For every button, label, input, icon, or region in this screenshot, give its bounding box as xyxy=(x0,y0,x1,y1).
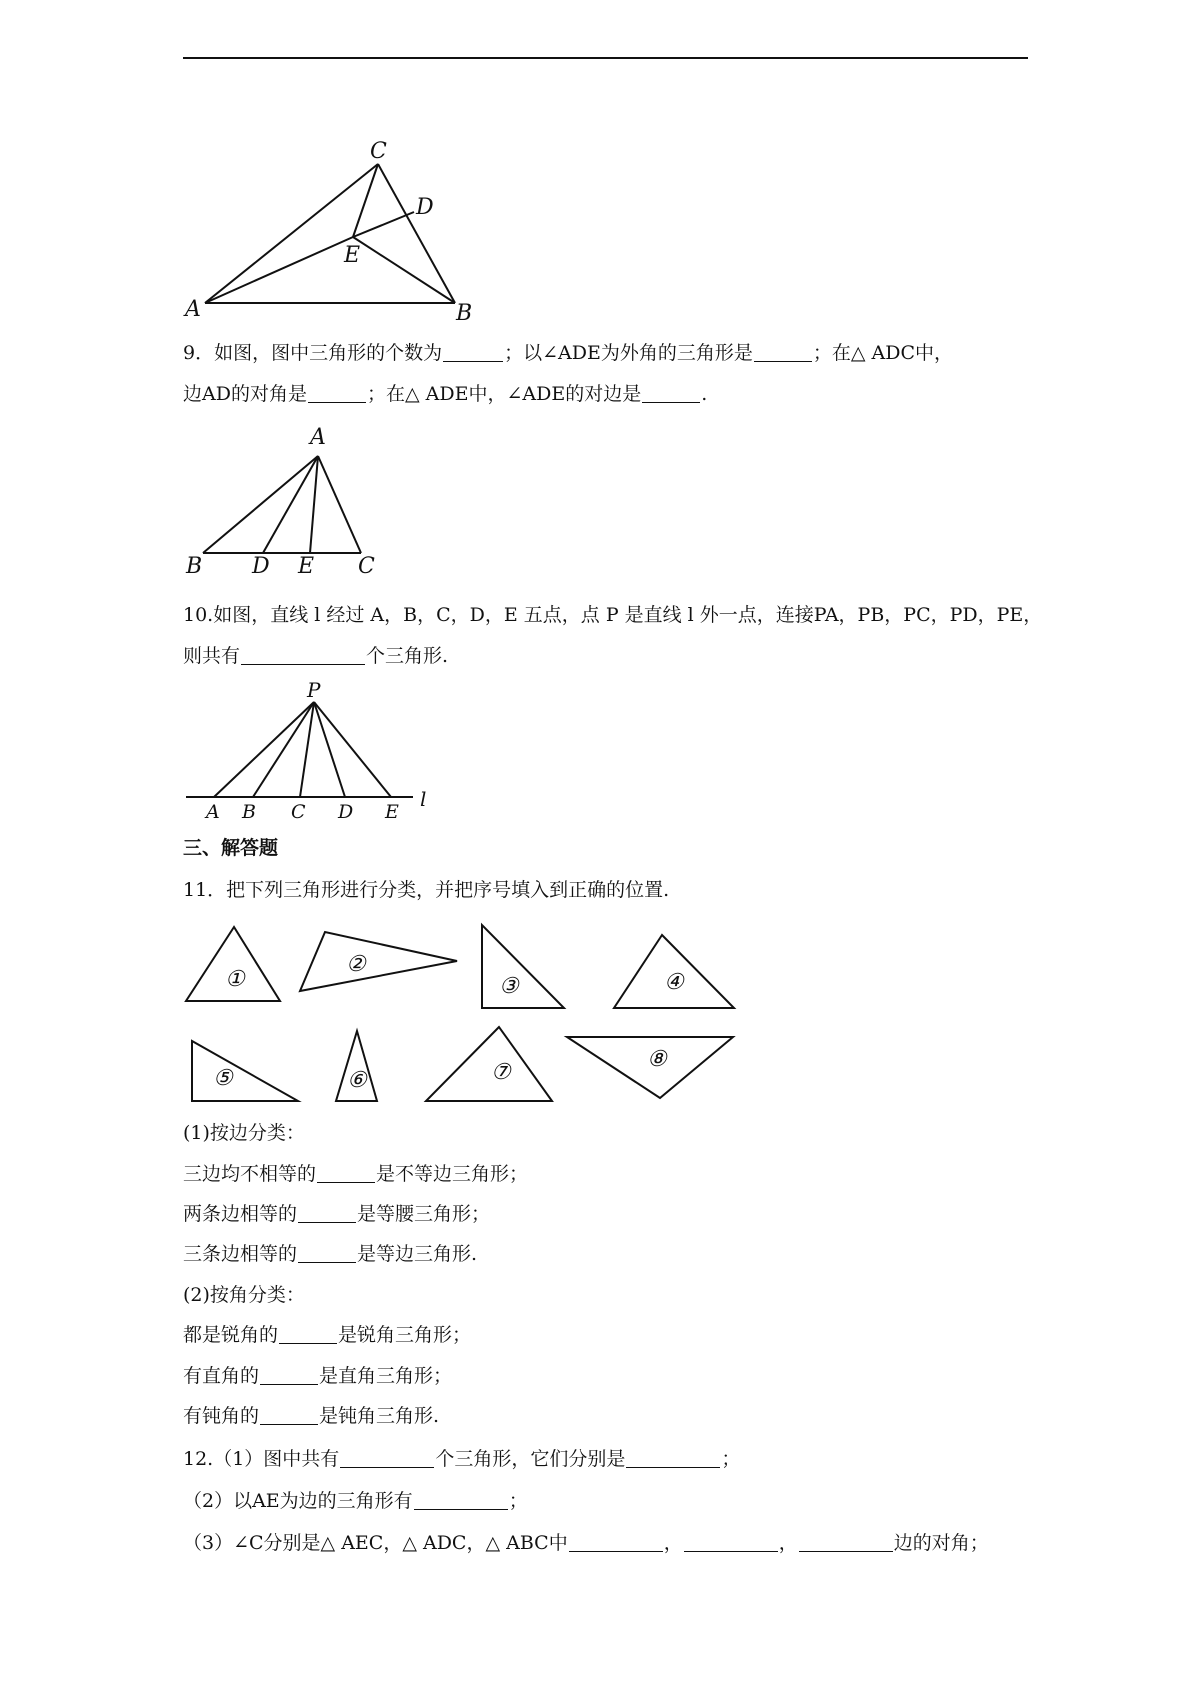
q12-blank-abc[interactable] xyxy=(799,1533,893,1552)
q10-line-2 xyxy=(183,643,448,669)
figure-point-p-line-l xyxy=(180,680,440,830)
q9-blank-2[interactable] xyxy=(754,343,812,362)
q9-line-1 xyxy=(183,340,953,366)
q12-text-3b: ， xyxy=(663,1532,683,1554)
q11-b1-text: 都是锐角的 xyxy=(183,1324,279,1346)
q10-text-1: 10.如图，直线 l 经过 A，B，C，D，E 五点，点 P 是直线 l 外一点，连接PA，PB，PC，PD，PE， xyxy=(183,604,1043,626)
q11-b1b-text: 是锐角三角形； xyxy=(338,1324,472,1346)
q11-b3-text: 有钝角的 xyxy=(183,1405,260,1427)
q11-blank-isosceles[interactable] xyxy=(298,1204,356,1223)
fig2-label-a: A xyxy=(310,425,326,450)
q11-part-1-title: (1)按边分类： xyxy=(183,1122,305,1144)
q11-part-2-line-2 xyxy=(183,1363,452,1389)
q12-blank-adc[interactable] xyxy=(684,1533,778,1552)
triangle-label-6: ⑥ xyxy=(347,1068,367,1093)
q11-b2-text: 有直角的 xyxy=(183,1365,260,1387)
q11-blank-obtuse[interactable] xyxy=(260,1406,318,1425)
q12-text-3c: ， xyxy=(778,1532,798,1554)
figure-triangle-abc-de xyxy=(180,140,500,325)
q9-blank-4[interactable] xyxy=(642,384,700,403)
q11-part-2-line-3 xyxy=(183,1403,439,1429)
q11-part-2-line-1 xyxy=(183,1322,471,1348)
q11-stem: 11．把下列三角形进行分类，并把序号填入到正确的位置. xyxy=(183,879,670,901)
triangle-label-8: ⑧ xyxy=(647,1047,667,1072)
q10-line-1 xyxy=(183,602,1042,628)
q11-a1-text: 三边均不相等的 xyxy=(183,1163,317,1185)
q11-b3b-text: 是钝角三角形. xyxy=(319,1405,440,1427)
q9-text-1b: ；以∠ADE为外角的三角形是 xyxy=(504,342,753,364)
fig3-label-d: D xyxy=(338,801,354,823)
q9-line-2 xyxy=(183,381,707,407)
fig3-label-e: E xyxy=(385,801,399,823)
fig2-label-c: C xyxy=(358,554,375,579)
q12-text-1a: 12.（1）图中共有 xyxy=(183,1448,340,1470)
fig3-label-a: A xyxy=(206,801,220,823)
q11-part-1-line-2 xyxy=(183,1201,490,1227)
q9-text-2a: 边AD的对角是 xyxy=(183,383,307,405)
q11-part-1-line-1 xyxy=(183,1161,528,1187)
q11-b2b-text: 是直角三角形； xyxy=(319,1365,453,1387)
fig2-label-d: D xyxy=(252,554,270,579)
q11-blank-scalene[interactable] xyxy=(317,1164,375,1183)
fig1-label-c: C xyxy=(370,140,387,164)
triangle-label-7: ⑦ xyxy=(491,1060,511,1085)
figure-eight-triangles xyxy=(180,915,760,1105)
fig1-label-a: A xyxy=(185,297,201,322)
triangle-label-5: ⑤ xyxy=(213,1066,233,1091)
q9-text-1c: ；在△ ADC中， xyxy=(812,342,953,364)
q12-text-3d: 边的对角； xyxy=(893,1532,989,1554)
triangle-label-1: ① xyxy=(225,967,245,992)
header-rule xyxy=(183,57,1028,59)
q10-text-2a: 则共有 xyxy=(183,645,241,667)
fig1-label-b: B xyxy=(456,301,473,325)
fig2-label-e: E xyxy=(298,554,315,579)
q9-blank-1[interactable] xyxy=(443,343,503,362)
q11-part-2-title: (2)按角分类： xyxy=(183,1284,305,1306)
q11-a2-text: 两条边相等的 xyxy=(183,1203,298,1225)
q12-text-1c: ； xyxy=(721,1448,741,1470)
fig3-label-c: C xyxy=(291,801,306,823)
q12-line-1 xyxy=(183,1446,740,1472)
fig1-label-d: D xyxy=(416,195,434,220)
q9-text-1a: 9．如图，图中三角形的个数为 xyxy=(183,342,443,364)
q12-line-2 xyxy=(183,1488,528,1514)
q9-text-2c: . xyxy=(701,383,708,405)
q11-a3b-text: 是等边三角形. xyxy=(357,1243,478,1265)
q12-blank-aec[interactable] xyxy=(569,1533,663,1552)
q9-text-2b: ；在△ ADE中，∠ADE的对边是 xyxy=(366,383,642,405)
fig2-label-b: B xyxy=(186,554,203,579)
q12-blank-count[interactable] xyxy=(340,1449,434,1468)
q11-blank-acute[interactable] xyxy=(279,1325,337,1344)
q10-text-2b: 个三角形. xyxy=(366,645,449,667)
fig3-label-l: l xyxy=(420,787,427,811)
triangle-label-4: ④ xyxy=(664,970,684,995)
q12-text-2b: ； xyxy=(508,1490,528,1512)
section-3-title: 三、解答题 xyxy=(183,837,279,859)
fig3-label-p: P xyxy=(307,680,321,702)
q12-blank-ae[interactable] xyxy=(414,1491,508,1510)
q10-blank-1[interactable] xyxy=(241,646,365,665)
q11-part-1-line-3 xyxy=(183,1241,477,1267)
figure-triangle-abc-base-de xyxy=(180,420,400,580)
fig1-label-e: E xyxy=(344,243,361,268)
q12-text-1b: 个三角形，它们分别是 xyxy=(435,1448,626,1470)
q12-line-3 xyxy=(183,1530,989,1556)
q11-a1b-text: 是不等边三角形； xyxy=(376,1163,529,1185)
triangle-label-2: ② xyxy=(346,952,366,977)
q11-a2b-text: 是等腰三角形； xyxy=(357,1203,491,1225)
q12-blank-list[interactable] xyxy=(626,1449,720,1468)
fig3-label-b: B xyxy=(242,801,256,823)
q12-text-2a: （2）以AE为边的三角形有 xyxy=(183,1490,413,1512)
q9-blank-3[interactable] xyxy=(308,384,366,403)
q11-blank-right[interactable] xyxy=(260,1366,318,1385)
q11-blank-equilateral[interactable] xyxy=(298,1244,356,1263)
q11-a3-text: 三条边相等的 xyxy=(183,1243,298,1265)
triangle-label-3: ③ xyxy=(499,974,519,999)
q12-text-3a: （3）∠C分别是△ AEC，△ ADC，△ ABC中 xyxy=(183,1532,568,1554)
